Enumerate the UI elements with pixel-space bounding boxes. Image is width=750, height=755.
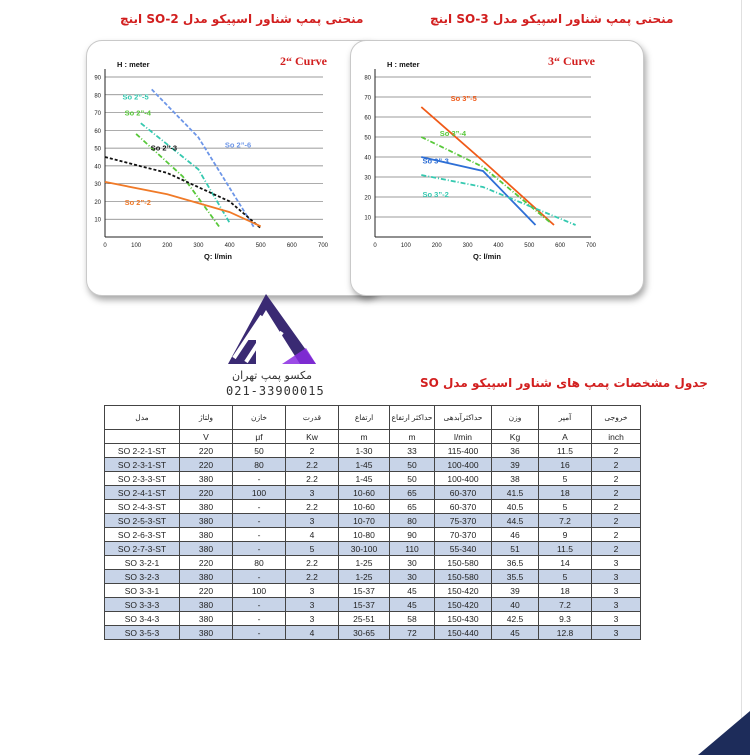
table-cell: 3 — [592, 626, 641, 640]
table-cell: 2.2 — [286, 570, 339, 584]
table-cell: 380 — [180, 528, 233, 542]
table-row — [105, 612, 641, 626]
chart-panel-2inch — [86, 40, 380, 296]
table-cell: 220 — [180, 458, 233, 472]
x-tick-label: 100 — [400, 243, 411, 249]
header-max-head: حداکثر ارتفاع — [390, 406, 435, 430]
table-cell: 150-420 — [435, 584, 492, 598]
table-row — [105, 626, 641, 640]
table-cell: 65 — [390, 486, 435, 500]
table-cell: 58 — [390, 612, 435, 626]
table-cell: 50 — [233, 444, 286, 458]
unit-max-flow: l/min — [435, 430, 492, 444]
table-cell: 2.2 — [286, 472, 339, 486]
y-tick-label: 70 — [94, 111, 101, 118]
chart-2inch — [87, 41, 379, 295]
table-cell: 1-25 — [339, 556, 390, 570]
y-tick-label: 30 — [364, 175, 371, 182]
chart-panel-3inch — [350, 40, 644, 296]
table-cell: 7.2 — [539, 598, 592, 612]
x-tick-label: 300 — [462, 243, 473, 249]
table-cell: 2 — [592, 444, 641, 458]
header-power: قدرت — [286, 406, 339, 430]
table-cell: - — [233, 500, 286, 514]
table-cell: 80 — [390, 514, 435, 528]
table-cell: SO 3-3-3 — [105, 598, 180, 612]
x-tick-label: 500 — [255, 243, 266, 249]
table-cell: 2 — [286, 444, 339, 458]
table-cell: 3 — [286, 514, 339, 528]
table-cell: 80 — [233, 556, 286, 570]
x-tick-label: 700 — [585, 243, 597, 249]
table-cell: 3 — [592, 612, 641, 626]
table-cell: 2 — [592, 514, 641, 528]
header-voltage: ولتاژ — [180, 406, 233, 430]
table-cell: 55-340 — [435, 542, 492, 556]
table-cell: 4 — [286, 528, 339, 542]
table-cell: 150-430 — [435, 612, 492, 626]
table-cell: - — [233, 598, 286, 612]
table-cell: SO 2-4-3-ST — [105, 500, 180, 514]
table-cell: 7.2 — [539, 514, 592, 528]
table-cell: 2.2 — [286, 556, 339, 570]
curve-label: 2“ Curve — [280, 54, 327, 68]
table-cell: SO 2-2-1-ST — [105, 444, 180, 458]
y-tick-label: 50 — [94, 146, 101, 153]
table-cell: SO 3-2-3 — [105, 570, 180, 584]
series-label: So 2”-4 — [124, 108, 151, 118]
header-capacitor: خازن — [233, 406, 286, 430]
unit-model — [105, 430, 180, 444]
table-cell: 35.5 — [492, 570, 539, 584]
y-tick-label: 20 — [94, 199, 101, 206]
table-title: جدول مشخصات پمپ های شناور اسپیکو مدل SO — [420, 376, 708, 390]
series-label: So 3”-2 — [422, 190, 449, 199]
x-tick-label: 500 — [524, 243, 535, 249]
header-model: مدل — [105, 406, 180, 430]
table-cell: 3 — [592, 584, 641, 598]
x-tick-label: 300 — [193, 243, 204, 249]
table-cell: 12.8 — [539, 626, 592, 640]
table-cell: 5 — [539, 570, 592, 584]
table-cell: 10-70 — [339, 514, 390, 528]
table-cell: 11.5 — [539, 542, 592, 556]
table-cell: 3 — [286, 584, 339, 598]
table-cell: 75-370 — [435, 514, 492, 528]
company-phone: 021-33900015 — [226, 384, 325, 398]
table-row — [105, 598, 641, 612]
table-cell: 18 — [539, 584, 592, 598]
table-cell: - — [233, 612, 286, 626]
table-cell: 380 — [180, 514, 233, 528]
series-line — [105, 157, 261, 228]
table-cell: 100-400 — [435, 458, 492, 472]
y-tick-label: 80 — [364, 75, 371, 82]
table-row — [105, 444, 641, 458]
table-cell: 2 — [592, 500, 641, 514]
table-cell: 30-100 — [339, 542, 390, 556]
table-cell: 40 — [492, 598, 539, 612]
table-cell: - — [233, 472, 286, 486]
table-row — [105, 584, 641, 598]
table-cell: 11.5 — [539, 444, 592, 458]
table-cell: SO 3-3-1 — [105, 584, 180, 598]
table-cell: 38 — [492, 472, 539, 486]
x-axis-label: Q: l/min — [204, 252, 232, 261]
table-cell: 5 — [539, 500, 592, 514]
table-cell: 220 — [180, 556, 233, 570]
table-cell: 380 — [180, 500, 233, 514]
table-row — [105, 514, 641, 528]
table-cell: SO 3-4-3 — [105, 612, 180, 626]
x-tick-label: 400 — [493, 243, 504, 249]
table-cell: 2 — [592, 542, 641, 556]
table-cell: 5 — [286, 542, 339, 556]
table-row — [105, 486, 641, 500]
y-tick-label: 20 — [364, 195, 371, 202]
series-label: So 3”-4 — [439, 129, 467, 139]
table-row — [105, 500, 641, 514]
table-cell: 41.5 — [492, 486, 539, 500]
table-body — [105, 444, 641, 640]
table-cell: 100 — [233, 486, 286, 500]
table-cell: 40.5 — [492, 500, 539, 514]
y-tick-label: 30 — [94, 182, 101, 189]
table-cell: 30-65 — [339, 626, 390, 640]
table-cell: 2 — [592, 486, 641, 500]
table-cell: SO 2-5-3-ST — [105, 514, 180, 528]
y-tick-label: 60 — [364, 115, 371, 122]
table-cell: 39 — [492, 584, 539, 598]
series-label: So 3”-5 — [450, 94, 477, 103]
series-line — [421, 137, 551, 223]
spec-table — [104, 405, 641, 640]
unit-head: m — [339, 430, 390, 444]
table-cell: 10-80 — [339, 528, 390, 542]
table-cell: SO 3-2-1 — [105, 556, 180, 570]
unit-weight: Kg — [492, 430, 539, 444]
table-cell: - — [233, 626, 286, 640]
table-cell: 15-37 — [339, 584, 390, 598]
company-name: مکسو پمپ تهران — [231, 369, 312, 382]
table-row — [105, 542, 641, 556]
x-tick-label: 400 — [224, 243, 235, 249]
table-cell: 220 — [180, 486, 233, 500]
table-cell: 100-400 — [435, 472, 492, 486]
table-cell: 60-370 — [435, 486, 492, 500]
table-cell: 14 — [539, 556, 592, 570]
table-cell: SO 2-7-3-ST — [105, 542, 180, 556]
table-cell: SO 2-6-3-ST — [105, 528, 180, 542]
table-cell: 380 — [180, 472, 233, 486]
y-tick-label: 40 — [364, 155, 371, 162]
table-cell: 36.5 — [492, 556, 539, 570]
x-tick-label: 200 — [162, 243, 173, 249]
series-label: So 2”-5 — [122, 92, 149, 102]
table-cell: 51 — [492, 542, 539, 556]
table-cell: 70-370 — [435, 528, 492, 542]
table-cell: 90 — [390, 528, 435, 542]
y-tick-label: 50 — [364, 135, 371, 142]
table-cell: 15-37 — [339, 598, 390, 612]
table-cell: 2.2 — [286, 458, 339, 472]
table-cell: 150-440 — [435, 626, 492, 640]
table-cell: 46 — [492, 528, 539, 542]
chart-title-3inch: منحنی پمپ شناور اسپیکو مدل SO-3 اینچ — [430, 12, 674, 26]
curve-label: 3“ Curve — [548, 54, 595, 68]
header-weight: وزن — [492, 406, 539, 430]
table-cell: 72 — [390, 626, 435, 640]
table-cell: 2.2 — [286, 500, 339, 514]
table-cell: 115-400 — [435, 444, 492, 458]
y-tick-label: 80 — [94, 93, 101, 100]
series-label: So 2”-3 — [150, 143, 178, 153]
y-tick-label: 40 — [94, 164, 101, 171]
header-ampere: آمپر — [539, 406, 592, 430]
table-cell: - — [233, 570, 286, 584]
table-cell: 150-580 — [435, 556, 492, 570]
table-cell: 380 — [180, 598, 233, 612]
table-cell: 3 — [286, 486, 339, 500]
table-cell: 4 — [286, 626, 339, 640]
table-cell: 44.5 — [492, 514, 539, 528]
table-cell: SO 2-4-1-ST — [105, 486, 180, 500]
table-cell: SO 3-5-3 — [105, 626, 180, 640]
table-cell: 380 — [180, 612, 233, 626]
x-tick-label: 700 — [317, 243, 329, 249]
table-row — [105, 528, 641, 542]
y-tick-label: 10 — [364, 215, 371, 222]
table-cell: 380 — [180, 626, 233, 640]
table-cell: 220 — [180, 584, 233, 598]
series-label: So 3”-3 — [422, 156, 449, 166]
y-tick-label: 70 — [364, 95, 371, 102]
table-cell: 150-420 — [435, 598, 492, 612]
table-cell: 50 — [390, 458, 435, 472]
x-tick-label: 600 — [555, 243, 566, 249]
table-cell: 3 — [286, 612, 339, 626]
chart-3inch — [351, 41, 643, 295]
table-cell: 80 — [233, 458, 286, 472]
unit-outlet: inch — [592, 430, 641, 444]
series-line — [152, 89, 255, 228]
table-cell: 100 — [233, 584, 286, 598]
table-cell: 10-60 — [339, 486, 390, 500]
table-cell: 30 — [390, 570, 435, 584]
table-units-row — [105, 430, 641, 444]
table-cell: SO 2-3-1-ST — [105, 458, 180, 472]
table-cell: 45 — [390, 598, 435, 612]
table-cell: 150-580 — [435, 570, 492, 584]
table-cell: 1-30 — [339, 444, 390, 458]
table-cell: 42.5 — [492, 612, 539, 626]
table-cell: 65 — [390, 500, 435, 514]
unit-capacitor: μf — [233, 430, 286, 444]
x-tick-label: 100 — [131, 243, 142, 249]
header-head: ارتفاع — [339, 406, 390, 430]
header-max-flow: حداکثرآبدهی — [435, 406, 492, 430]
table-cell: 10-60 — [339, 500, 390, 514]
series-line — [421, 175, 575, 225]
table-cell: 2 — [592, 472, 641, 486]
y-tick-label: 10 — [94, 217, 101, 224]
table-cell: 36 — [492, 444, 539, 458]
table-cell: 3 — [592, 570, 641, 584]
table-cell: 220 — [180, 444, 233, 458]
header-outlet: خروجی — [592, 406, 641, 430]
table-cell: 1-45 — [339, 472, 390, 486]
table-cell: 110 — [390, 542, 435, 556]
table-cell: - — [233, 542, 286, 556]
table-cell: 33 — [390, 444, 435, 458]
table-cell: 3 — [592, 598, 641, 612]
table-cell: 9 — [539, 528, 592, 542]
company-logo — [226, 292, 318, 368]
table-cell: 1-25 — [339, 570, 390, 584]
x-tick-label: 0 — [373, 243, 377, 249]
unit-voltage: V — [180, 430, 233, 444]
table-cell: 3 — [592, 556, 641, 570]
table-cell: 39 — [492, 458, 539, 472]
table-cell: 2 — [592, 528, 641, 542]
table-cell: 25-51 — [339, 612, 390, 626]
table-cell: 9.3 — [539, 612, 592, 626]
y-tick-label: 60 — [94, 128, 101, 135]
unit-power: Kw — [286, 430, 339, 444]
table-row — [105, 570, 641, 584]
table-cell: 2 — [592, 458, 641, 472]
table-header-row — [105, 406, 641, 430]
series-label: So 2”-6 — [224, 140, 252, 150]
table-cell: 45 — [390, 584, 435, 598]
x-tick-label: 200 — [431, 243, 442, 249]
unit-ampere: A — [539, 430, 592, 444]
table-row — [105, 556, 641, 570]
table-row — [105, 458, 641, 472]
table-cell: 16 — [539, 458, 592, 472]
table-row — [105, 472, 641, 486]
page-divider — [741, 0, 742, 755]
table-cell: 30 — [390, 556, 435, 570]
x-tick-label: 0 — [103, 243, 107, 249]
corner-decoration — [690, 711, 750, 755]
x-axis-label: Q: l/min — [473, 252, 501, 261]
table-cell: - — [233, 514, 286, 528]
table-cell: 380 — [180, 542, 233, 556]
table-cell: - — [233, 528, 286, 542]
table-cell: SO 2-3-3-ST — [105, 472, 180, 486]
y-tick-label: 90 — [94, 75, 101, 82]
table-cell: 50 — [390, 472, 435, 486]
chart-title-2inch: منحنی پمپ شناور اسپیکو مدل SO-2 اینچ — [120, 12, 364, 26]
x-tick-label: 600 — [286, 243, 297, 249]
table-cell: 1-45 — [339, 458, 390, 472]
table-cell: 3 — [286, 598, 339, 612]
table-cell: 380 — [180, 570, 233, 584]
unit-max-head: m — [390, 430, 435, 444]
table-cell: 60-370 — [435, 500, 492, 514]
table-cell: 45 — [492, 626, 539, 640]
series-label: So 2”-2 — [124, 198, 151, 207]
table-cell: 18 — [539, 486, 592, 500]
y-axis-label: H : meter — [117, 60, 150, 69]
table-cell: 5 — [539, 472, 592, 486]
y-axis-label: H : meter — [387, 60, 420, 69]
